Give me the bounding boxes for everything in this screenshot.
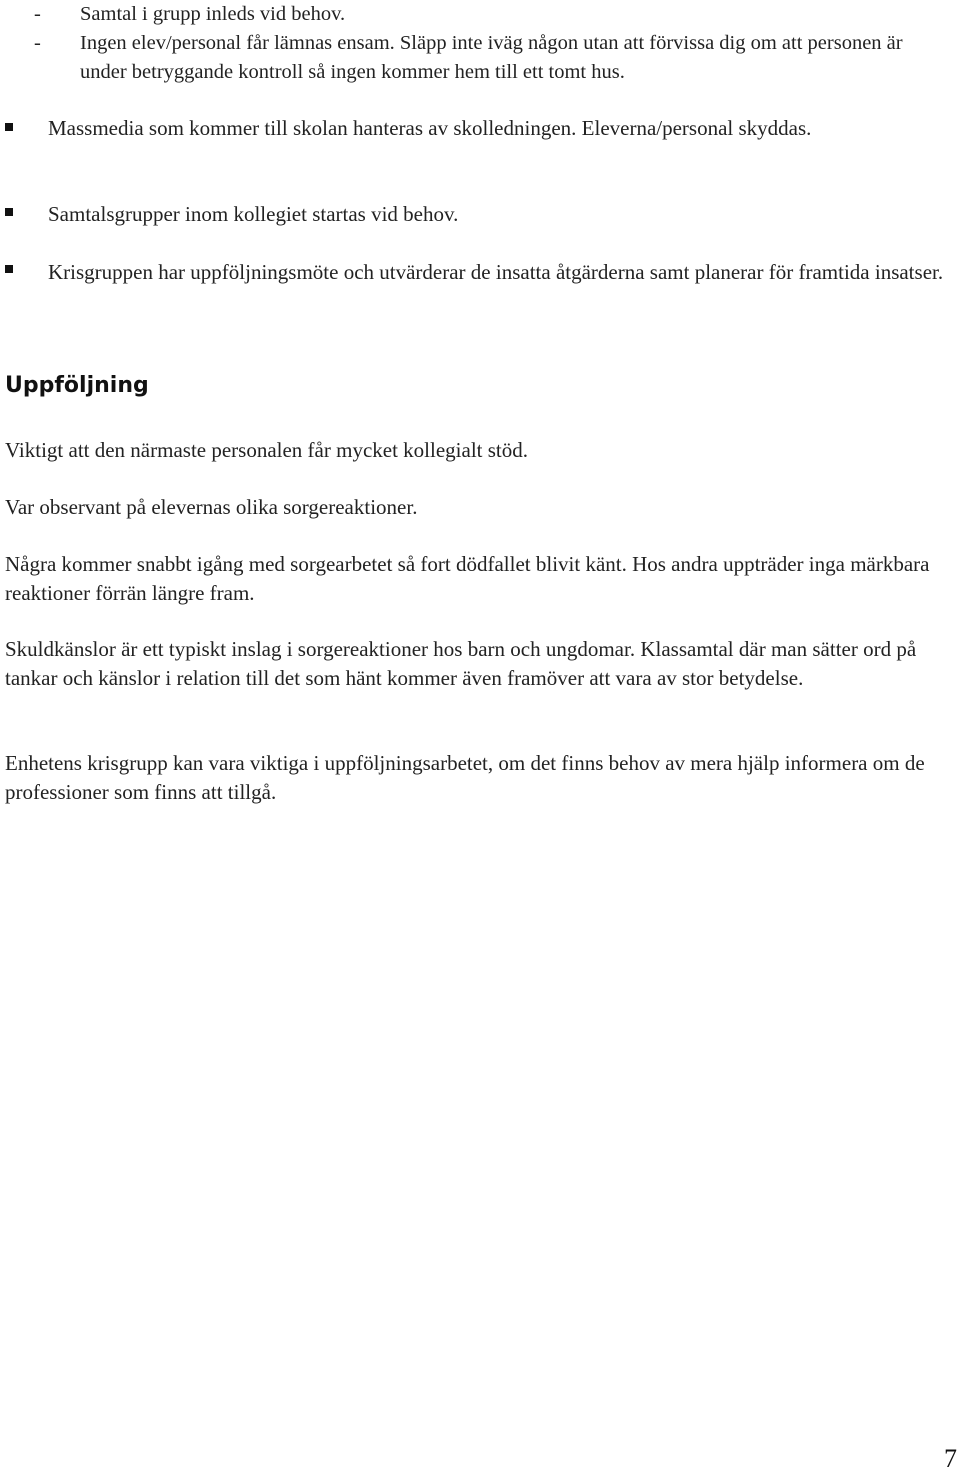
square-bullet-icon bbox=[5, 265, 13, 273]
dash-marker: - bbox=[34, 3, 41, 25]
dash-item-text: Samtal i grupp inleds vid behov. bbox=[80, 3, 346, 25]
bullet-item-text: Massmedia som kommer till skolan hanteras av skolledningen. Eleverna/personal skyddas. bbox=[48, 116, 812, 140]
paragraph: Enhetens krisgrupp kan vara viktiga i uppföljningsarbetet, om det finns behov av mera hjälp informera om de professioner som finns att tillgå. bbox=[5, 751, 925, 804]
dash-item-text: Ingen elev/personal får lämnas ensam. Släpp inte iväg någon utan att förvissa dig om att personen är under betryggande kontroll så ingen kommer hem till ett tomt hus. bbox=[80, 32, 903, 83]
bullet-item-text: Samtalsgrupper inom kollegiet startas vid behov. bbox=[48, 202, 459, 226]
square-bullet-icon bbox=[5, 123, 13, 131]
paragraph: Några kommer snabbt igång med sorgearbetet så fort dödfallet blivit känt. Hos andra uppträder inga märkbara reaktioner förrän längre fram. bbox=[5, 552, 930, 605]
square-bullet-icon bbox=[5, 208, 13, 216]
paragraph: Viktigt att den närmaste personalen får mycket kollegialt stöd. bbox=[5, 438, 529, 462]
page-number: 7 bbox=[944, 1444, 957, 1473]
paragraph: Var observant på elevernas olika sorgereaktioner. bbox=[5, 495, 418, 519]
bullet-item-text: Krisgruppen har uppföljningsmöte och utvärderar de insatta åtgärderna samt planerar för framtida insatser. bbox=[48, 260, 944, 284]
dash-list-item bbox=[34, 0, 934, 29]
dash-list-item bbox=[34, 29, 914, 87]
dash-marker: - bbox=[34, 32, 41, 54]
paragraph: Skuldkänslor är ett typiskt inslag i sorgereaktioner hos barn och ungdomar. Klassamtal där man sätter ord på tankar och känslor i relation till det som hänt kommer även framöver att vara av stor betydelse. bbox=[5, 637, 917, 690]
section-heading: Uppföljning bbox=[5, 373, 149, 398]
